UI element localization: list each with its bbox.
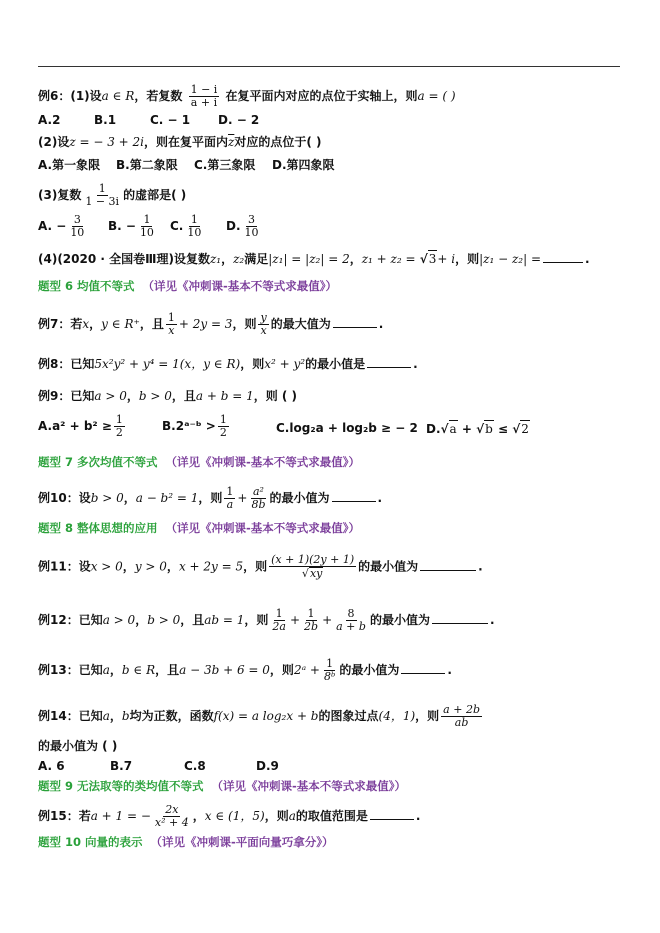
ex13: 例13：已知a，b ∈ R，且a − 3b + 6 = 0，则2ᵃ + $\frac{1}{\text{8ᵇ}}$ 的最小值为 . — [38, 657, 452, 683]
option-b: B.第二象限 — [116, 158, 178, 172]
ex6-q1-options — [38, 112, 598, 128]
ex6-fraction: $\frac{1 - i}{a + i}$ — [190, 83, 218, 109]
option-a: A.a² + b² ≥ $\frac{1}{2}$ — [38, 413, 123, 439]
option-d: D.√a + √b ≤ √2 — [426, 422, 529, 436]
option-b: B. − $\frac{1}{10}$ — [108, 213, 154, 239]
ex11: 例11：设x > 0，y > 0，x + 2y = 5，则 $\frac{(x + 1)(2y + 1)}{√xy}$ 的最小值为 . — [38, 553, 483, 580]
answer-blank[interactable] — [367, 366, 411, 368]
answer-blank[interactable] — [333, 326, 377, 328]
answer-blank[interactable] — [420, 569, 476, 571]
answer-blank[interactable] — [432, 622, 488, 624]
ex6-q2-options — [38, 157, 598, 173]
ex6-q3: (3)复数 $\frac{1}{1 - 3i}$ 的虚部是( ) — [38, 182, 187, 208]
option-c: C.log₂a + log₂b ≥ − 2 — [276, 421, 418, 435]
ex6-q4: (4)(2020 · 全国卷Ⅲ理)设复数z₁，z₂满足|z₁| = |z₂| = 2，z₁ + z₂ = √3+ i，则|z₁ − z₂| = . — [38, 252, 590, 266]
option-b: B.2ᵃ⁻ᵇ > $\frac{1}{2}$ — [162, 413, 227, 439]
answer-blank[interactable] — [332, 500, 376, 502]
answer-blank[interactable] — [370, 818, 414, 820]
option-a: A.第一象限 — [38, 158, 101, 172]
ex6-q1: 例6：(1)设a ∈ R，若复数 $\frac{1 - i}{a + i}$ 在复平面内对应的点位于实轴上，则a = ( ) — [38, 83, 456, 109]
option-b: B.1 — [94, 113, 117, 127]
ex6-q3-options — [38, 214, 598, 242]
ex7: 例7：若x，y ∈ R⁺，且 $\frac{1}{x}$ + 2y = 3，则 $\frac{y}{x}$ 的最大值为 . — [38, 311, 384, 337]
section-10-title: 题型 10 向量的表示 （详见《冲刺课-平面向量巧拿分》） — [38, 835, 334, 849]
ex14-options — [38, 758, 598, 774]
ex9-options — [38, 414, 598, 442]
option-d: D.9 — [256, 759, 279, 773]
option-c: C.8 — [184, 759, 206, 773]
answer-blank[interactable] — [543, 261, 583, 263]
top-rule — [38, 66, 620, 67]
section-8-title: 题型 8 整体思想的应用 （详见《冲刺课-基本不等式求最值》） — [38, 521, 361, 535]
ex14: 例14：已知a，b均为正数，函数f(x) = a log₂x + b的图象过点(4，1)，则 $\frac{a + 2b}{ab}$ — [38, 703, 480, 729]
option-d: D.第四象限 — [272, 158, 335, 172]
section-7-title: 题型 7 多次均值不等式 （详见《冲刺课-基本不等式求最值》） — [38, 455, 361, 469]
answer-blank[interactable] — [401, 672, 445, 674]
section-9-title: 题型 9 无法取等的类均值不等式 （详见《冲刺课-基本不等式求最值》） — [38, 779, 407, 793]
option-b: B.7 — [110, 759, 133, 773]
ex8: 例8：已知5x²y² + y⁴ = 1(x，y ∈ R)，则x² + y²的最小值是 . — [38, 357, 418, 371]
option-c: C. $\frac{1}{10}$ — [170, 213, 202, 239]
ex14-line2: 的最小值为 ( ) — [38, 739, 118, 753]
option-a: A.2 — [38, 113, 61, 127]
option-d: D. − 2 — [218, 113, 260, 127]
ex6-q2: (2)设z = − 3 + 2i，则在复平面内$\overline{z}$对应的点位于( ) — [38, 135, 322, 149]
option-c: C.第三象限 — [194, 158, 256, 172]
option-a: A. 6 — [38, 759, 65, 773]
option-c: C. − 1 — [150, 113, 191, 127]
option-d: D. $\frac{3}{10}$ — [226, 213, 259, 239]
ex10: 例10：设b > 0，a − b² = 1，则 $\frac{1}{a}$ + $\frac{\text{a²}}{8b}$ 的最小值为 . — [38, 485, 383, 511]
ex15: 例15：若a + 1 = − $\frac{2x}{\text{x² + 4}}$ ，x ∈ (1，5)，则a的取值范围是 . — [38, 803, 421, 829]
section-6-title: 题型 6 均值不等式 （详见《冲刺课-基本不等式求最值》） — [38, 279, 338, 293]
ex9: 例9：已知a > 0，b > 0，且a + b = 1，则 ( ) — [38, 389, 298, 403]
ex12: 例12：已知a > 0，b > 0，且ab = 1，则 $\frac{1}{2a}$ + $\frac{1}{2b}$ + $\frac{8}{a + b}$ 的最小值为 . — [38, 607, 495, 633]
option-a: A. − $\frac{3}{10}$ — [38, 213, 85, 239]
